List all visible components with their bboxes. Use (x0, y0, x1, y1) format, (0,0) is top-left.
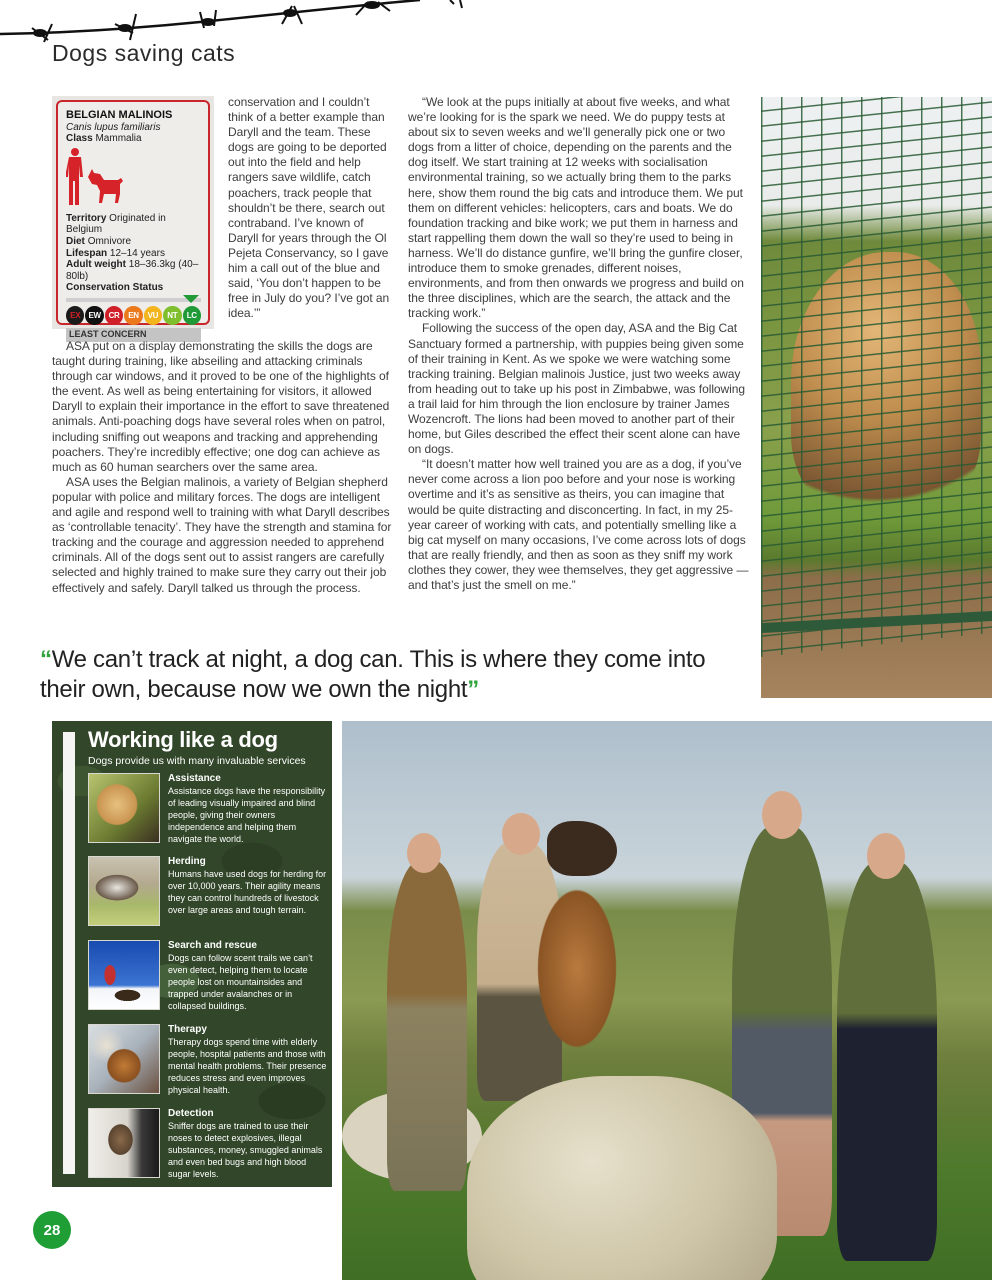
service-description: Dogs can follow scent trails we can’t even detect, helping them to locate people lost on mountainsides and trapped under avalanches or in collapsed buildings. (168, 953, 313, 1011)
service-item-detection (88, 1108, 328, 1184)
person-soldier (387, 861, 467, 1191)
pull-quote (40, 645, 740, 705)
close-quote-mark: ” (467, 676, 479, 703)
article-paragraph: ASA uses the Belgian malinois, a variety of Belgian shepherd popular with police and military forces. The dogs are intelligent and agile and respond well to training with what Daryll describes as ‘controllable tenacity’. They have the strength and stamina for tracking and the courage and aggression needed to apprehend criminals. All of the dogs sent out to assist rangers are carefully selected and highly trained to make sure they carry out their job effectively and safely. Daryll talked us through the process. (52, 474, 392, 595)
lifespan-value: 12–14 years (109, 247, 165, 259)
page-number-badge (33, 1211, 71, 1249)
species-latin-name: Canis lupus familiaris (66, 121, 161, 133)
service-description: Therapy dogs spend time with elderly people, hospital patients and those with mental health problems. Their presence reduces stress and even improves physical health. (168, 1037, 327, 1095)
conservation-status-label: Conservation Status (66, 282, 164, 294)
service-heading: Therapy (168, 1024, 207, 1035)
diet-value: Omnivore (87, 235, 132, 247)
service-description: Sniffer dogs are trained to use their noses to detect explosives, illegal substances, money, smuggled animals and even bed bugs and high blood sugar levels. (168, 1121, 323, 1179)
class-value: Mammalia (95, 133, 142, 145)
article-paragraph: “We look at the pups initially at about five weeks, and what we’re looking for is the spark we need. We do puppy tests at about six to seven weeks and we’ll generally pick one or two dogs from a litter of choice, depending on the parents and the dog itself. We start training at 12 weeks with socialisation environmental training, so we actually bring them to the parks here, show them round the big cats and introduce them. We put them on different vehicles: helicopters, cars and boats. We do foundation tracking and bike work; we put them in harness and start rappelling them down the wall so they’re used to being in harness. We’ll do distance gunfire, we’ll bring the gunfire closer, introduce them to smoke grenades, different noises, environments, and from then onwards we progress and build on the three disciplines, which are the search, the attack and the tracking work.” (408, 95, 744, 321)
status-pointer-icon (183, 295, 199, 303)
status-ex: EX (66, 306, 84, 325)
pull-quote-text: We can’t track at night, a dog can. This is where they come into their own, because now we own the night (40, 646, 706, 703)
therapy-dog-photo (88, 1024, 160, 1094)
person-head (867, 833, 905, 879)
person-keeper-woman (837, 861, 937, 1261)
guide-dog-photo (88, 773, 160, 843)
fence-mesh (761, 97, 992, 657)
page-number: 28 (43, 1221, 61, 1239)
article-column-1-top (228, 95, 396, 321)
open-quote-mark: “ (40, 646, 52, 673)
territory-label: Territory (66, 212, 107, 224)
sniffer-dog-photo (88, 1108, 160, 1178)
dog-head (547, 821, 617, 876)
article-paragraph: ASA put on a display demonstrating the skills the dogs are taught during training, like abseiling and attacking criminals through car windows, and it proved to be one of the highlights of the event. As well as being entertaining for visitors, it allowed Daryll to explain their importance in the effort to save threatened animals. Anti-poaching dogs have several roles when on patrol, including sniffing out weapons and tracking and apprehending poachers. They’re incredibly effective; one dog can achieve as much as 60 human searchers over the same area. (52, 339, 390, 474)
species-name: BELGIAN MALINOIS (66, 109, 173, 121)
service-item-search-and-rescue (88, 940, 328, 1016)
service-item-therapy (88, 1024, 328, 1100)
conservation-scale-bar (66, 298, 201, 302)
team-group-photo (342, 721, 992, 1280)
status-ew: EW (85, 306, 103, 325)
size-comparison (66, 147, 201, 209)
dog-silhouette-icon (88, 169, 123, 203)
panel-title: Working like a dog (88, 727, 278, 752)
conservation-status-scale (66, 306, 201, 325)
article-paragraph: Following the success of the open day, ASA and the Big Cat Sanctuary formed a partnership, with puppies being given some of their training in Kent. As we spoke we were watching some tracking training. Belgian malinois Justice, just two weeks away from heading out to take up his post in Zimbabwe, was following a trail laid for him through the lion enclosure by trainer James Wozencroft. The lions had been moved to another part of their home, but Giles described the effect their scent alone can have on dogs. (408, 321, 746, 457)
diet-label: Diet (66, 235, 85, 247)
service-heading: Search and rescue (168, 940, 257, 951)
lifespan-label: Lifespan (66, 247, 108, 259)
service-description: Humans have used dogs for herding for over 10,000 years. Their agility means they can control hundreds of livestock over large areas and tough terrain. (168, 869, 327, 915)
panel-subtitle: Dogs provide us with many invaluable services (88, 755, 306, 767)
rescue-dog-photo (88, 940, 160, 1010)
weight-label: Adult weight (66, 259, 126, 271)
class-label: Class (66, 133, 93, 145)
status-vu: VU (144, 306, 162, 325)
territory-value: Originated in Belgium (66, 212, 166, 236)
status-en: EN (124, 306, 142, 325)
person-head (762, 791, 802, 839)
herding-dog-photo (88, 856, 160, 926)
service-heading: Herding (168, 856, 206, 867)
person-head (407, 833, 441, 873)
status-nt: NT (163, 306, 181, 325)
article-column-2 (408, 95, 754, 593)
panel-stripe (63, 732, 75, 1174)
status-lc: LC (183, 306, 201, 325)
service-item-herding (88, 856, 328, 932)
service-item-assistance (88, 773, 328, 849)
large-rock (467, 1076, 777, 1280)
section-title: Dogs saving cats (52, 40, 236, 66)
service-description: Assistance dogs have the responsibility of leading visually impaired and blind people, giving their owners independence and helping them navigate the world. (168, 786, 326, 844)
lion-photo (761, 97, 992, 698)
article-paragraph: “It doesn’t matter how well trained you are as a dog, if you’ve never come across a lion poo before and your nose is working overtime and it’s as sensitive as theirs, you can imagine that would be quite distracting and disconcerting. In fact, in my 25-year career of working with cats, and potentially smelling like a big cat myself on many occasions, I’ve come across lots of dogs that are really friendly, and then as soon as they sniff my work clothes they cower, they wee themselves, they get aggressive — and that’s just the smell on me.” (408, 457, 749, 592)
species-fact-box (52, 96, 214, 339)
article-paragraph: conservation and I couldn’t think of a better example than Daryll and the team. These dogs are going to be deported out into the field and help rangers save wildlife, catch poachers, track people that shouldn’t be there, search out contraband. I’ve known of Daryll for years through the Ol Pejeta Conservancy, so I gave him a call out of the blue and said, ‘You don’t happen to be free in July do you? I’ve got an idea.’” (228, 95, 390, 321)
human-silhouette-icon (66, 148, 83, 205)
status-text: LEAST CONCERN (66, 328, 201, 342)
working-like-a-dog-panel (52, 721, 332, 1187)
service-heading: Assistance (168, 773, 221, 784)
status-cr: CR (105, 306, 123, 325)
article-column-1-bottom (52, 339, 397, 596)
weight-value: 18–36.3kg (40–80lb) (66, 259, 199, 282)
service-heading: Detection (168, 1108, 214, 1119)
